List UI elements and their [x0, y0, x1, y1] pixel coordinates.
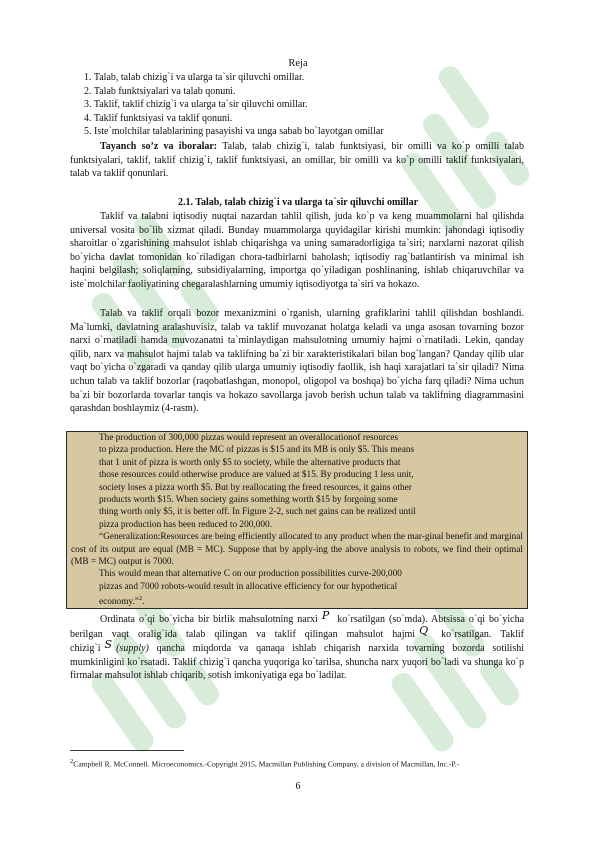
footnote-reference[interactable]: 2	[138, 595, 143, 603]
outline-item: 4. Taklif funktsiyasi va taklif qonuni.	[84, 112, 233, 124]
quote-line: pizza production has been reduced to 200,000.	[99, 519, 272, 530]
outline-item: 1. Talab, talab chizig`i va ularga ta`sir qiluvchi omillar.	[84, 72, 305, 83]
outline-item: 3. Taklif, taklif chizig`i va ularga ta`sir qiluvchi omillar.	[84, 99, 308, 111]
quote-line: society loses a pizza worth $5. But by reallocating the freed resources, it gains other	[99, 482, 412, 493]
outline-item: 2. Talab funktsiyalari va talab qonuni.	[84, 85, 236, 97]
quote-line: products worth $15. When society gains something worth $15 by forgoing some	[99, 495, 398, 506]
supply-term: (supply)	[116, 643, 149, 655]
page-title: Reja	[288, 58, 308, 69]
text-run: Ordinata o`qi bo`yicha bir birlik mahsulotning narxi	[100, 614, 318, 625]
footnote	[70, 756, 524, 770]
quote-line: those resources could otherwise produce are valued at $15. By producing 1 less unit,	[99, 470, 414, 481]
footnote-mark: 2	[70, 758, 74, 765]
quote-line: This would mean that alternative C on our production possibilities curve-200,000	[99, 569, 402, 580]
keywords-label: Tayanch so’z va iboralar:	[100, 141, 218, 152]
symbol-p: P	[321, 609, 330, 622]
symbol-s: S	[104, 638, 113, 652]
quote-line: thing worth only $5, it is better off. In Figure 2-2, such net gains can be realized until	[99, 507, 416, 518]
text-run: ko`rsatilgan (so`mda). Abtsissa o`qi bo`yicha berilgan vaqt oralig`ida talab qilingan va taklif qilingan mahsulot hajmi	[70, 614, 525, 640]
text-run: ko`rsatilgan. Taklif chizig`i	[70, 628, 524, 655]
keywords-text: Talab, talab chizig`i, talab funktsiyasi, bir omilli va ko`p omilli talab funktsiyalari, taklif, taklif chizig`i, taklif funktsiyasi, an omillar, bir omilli va ko`p omilli taklif funktsiyalari, talab va taklif qonunlari.	[70, 141, 524, 180]
quote-end: economy.”	[99, 597, 139, 608]
quote-paragraph: “Generalization:Resources are being efficiently allocated to any product when the mar-ginal benefit and marginal cost of its output are equal (MB = MC). Suppose that by apply-ing the above analysis to robots, we find their optimal (MB = MC) output is 7000.	[71, 532, 523, 568]
page-number: 6	[295, 781, 301, 792]
body-paragraph: Taklif va talabni iqtisodiy nuqtai nazardan tahlil qilish, juda ko`p va keng muammolarni hal qilishda universal vosita bo`lib xizmat qiladi. Bunday muammolarga quyidagilar kirishi mumkin: jahondagi iqtisodiy sharoitlar o`zgarishining mahsulot ishlab chiqarishga va uning samaradorligiga ta`siri; narxlarni nazorat qilish bo`yicha davlat tomonidan ko`riladigan chora-tadbirlarni baholash; iqtisodiy rag`batlantirish va minimal ish haqini belgilash; soliqlarning, subsidiyalarning, importga qo`yiladigan poshlinaning, ishlab chiqaruvchilar va iste`molchilar faoliyatining chegaralashlarning umumiy iqtisodiyotga ta`siri va hokazo.	[70, 211, 524, 290]
section-heading: 2.1. Talab, talab chizig`i va ularga ta`sir qiluvchi omillar	[177, 197, 419, 208]
body-paragraph	[70, 609, 525, 683]
symbol-q: Q	[419, 623, 429, 637]
quote-line: The production of 300,000 pizzas would represent an overallocationof resources	[99, 433, 398, 443]
body-paragraph: Talab va taklif orqali bozor mexanizmini o`rganish, ularning grafiklarini tahlil qilishdan boshlandi. Ma`lumki, davlatning aralashuvisiz, talab va taklif muvozanat holatga keladi va unga asosan tovarning bozor narxi o`rnatiladi hamda muvozanatni ta`minlaydigan mahsulotning umumiy hajmi o`rnatiladi. Lekin, qanday qilib, narx va mahsulot hajmi talab va taklifning ba`zi bir xarakteristikalari bilan bog`langan? Qanday qilib ular vaqt bo`yicha o`zgaradi va qanday qilib ularga umumiy iqtisodiy faollik, ish haqi xarajatlari ta`sir qiladi? Nima uchun talab va taklif bozorlar (raqobatlashgan, monopol, oligopol va boshqa) bo`yicha farq qiladi? Nima uchun ba`zi bir bozorlarda tovarlar tanqis va hokazo savollarga javob berish uchun talab va taklifning diagrammasini qarashdan boshlaymiz (4-rasm).	[70, 308, 524, 415]
keywords-paragraph	[70, 140, 524, 181]
quote-line: to pizza production. Here the MC of pizzas is $15 and its MB is only $5. This means	[99, 445, 415, 456]
quote-line: pizzas and 7000 robots-would result in allocative efficiency for our hypothetical	[99, 581, 398, 592]
quote-box	[66, 431, 528, 609]
outline-item: 5. Iste`molchilar talablarining pasayishi va unga sabab bo`layotgan omillar	[84, 126, 384, 138]
footnote-separator	[70, 750, 184, 751]
quote-line: that 1 unit of pizza is worth only $5 to society, while the alternative products that	[99, 457, 401, 468]
text-run: qancha miqdorda va qanaqa ishlab chiqarish narxida tovarning bozorda sotilishi mumkinligini ko`rsatadi. Taklif chizig`i qancha yuqoriga ko`tarilsa, shuncha narx yuqori bo`ladi va shunga ko`p firmalar mahsulot ishlab chiqarib, sotish imkoniyatiga ega bo`ladilar.	[70, 643, 524, 682]
outline-list	[84, 71, 544, 139]
quote-line: economy.”$^2$.	[99, 595, 145, 608]
footnote-text: Campbell R. McConnell. Microeconomics.-Copyright 2015, Macmillan Publishing Company, a division of Macmillan, Inc.-P.-	[73, 759, 460, 769]
